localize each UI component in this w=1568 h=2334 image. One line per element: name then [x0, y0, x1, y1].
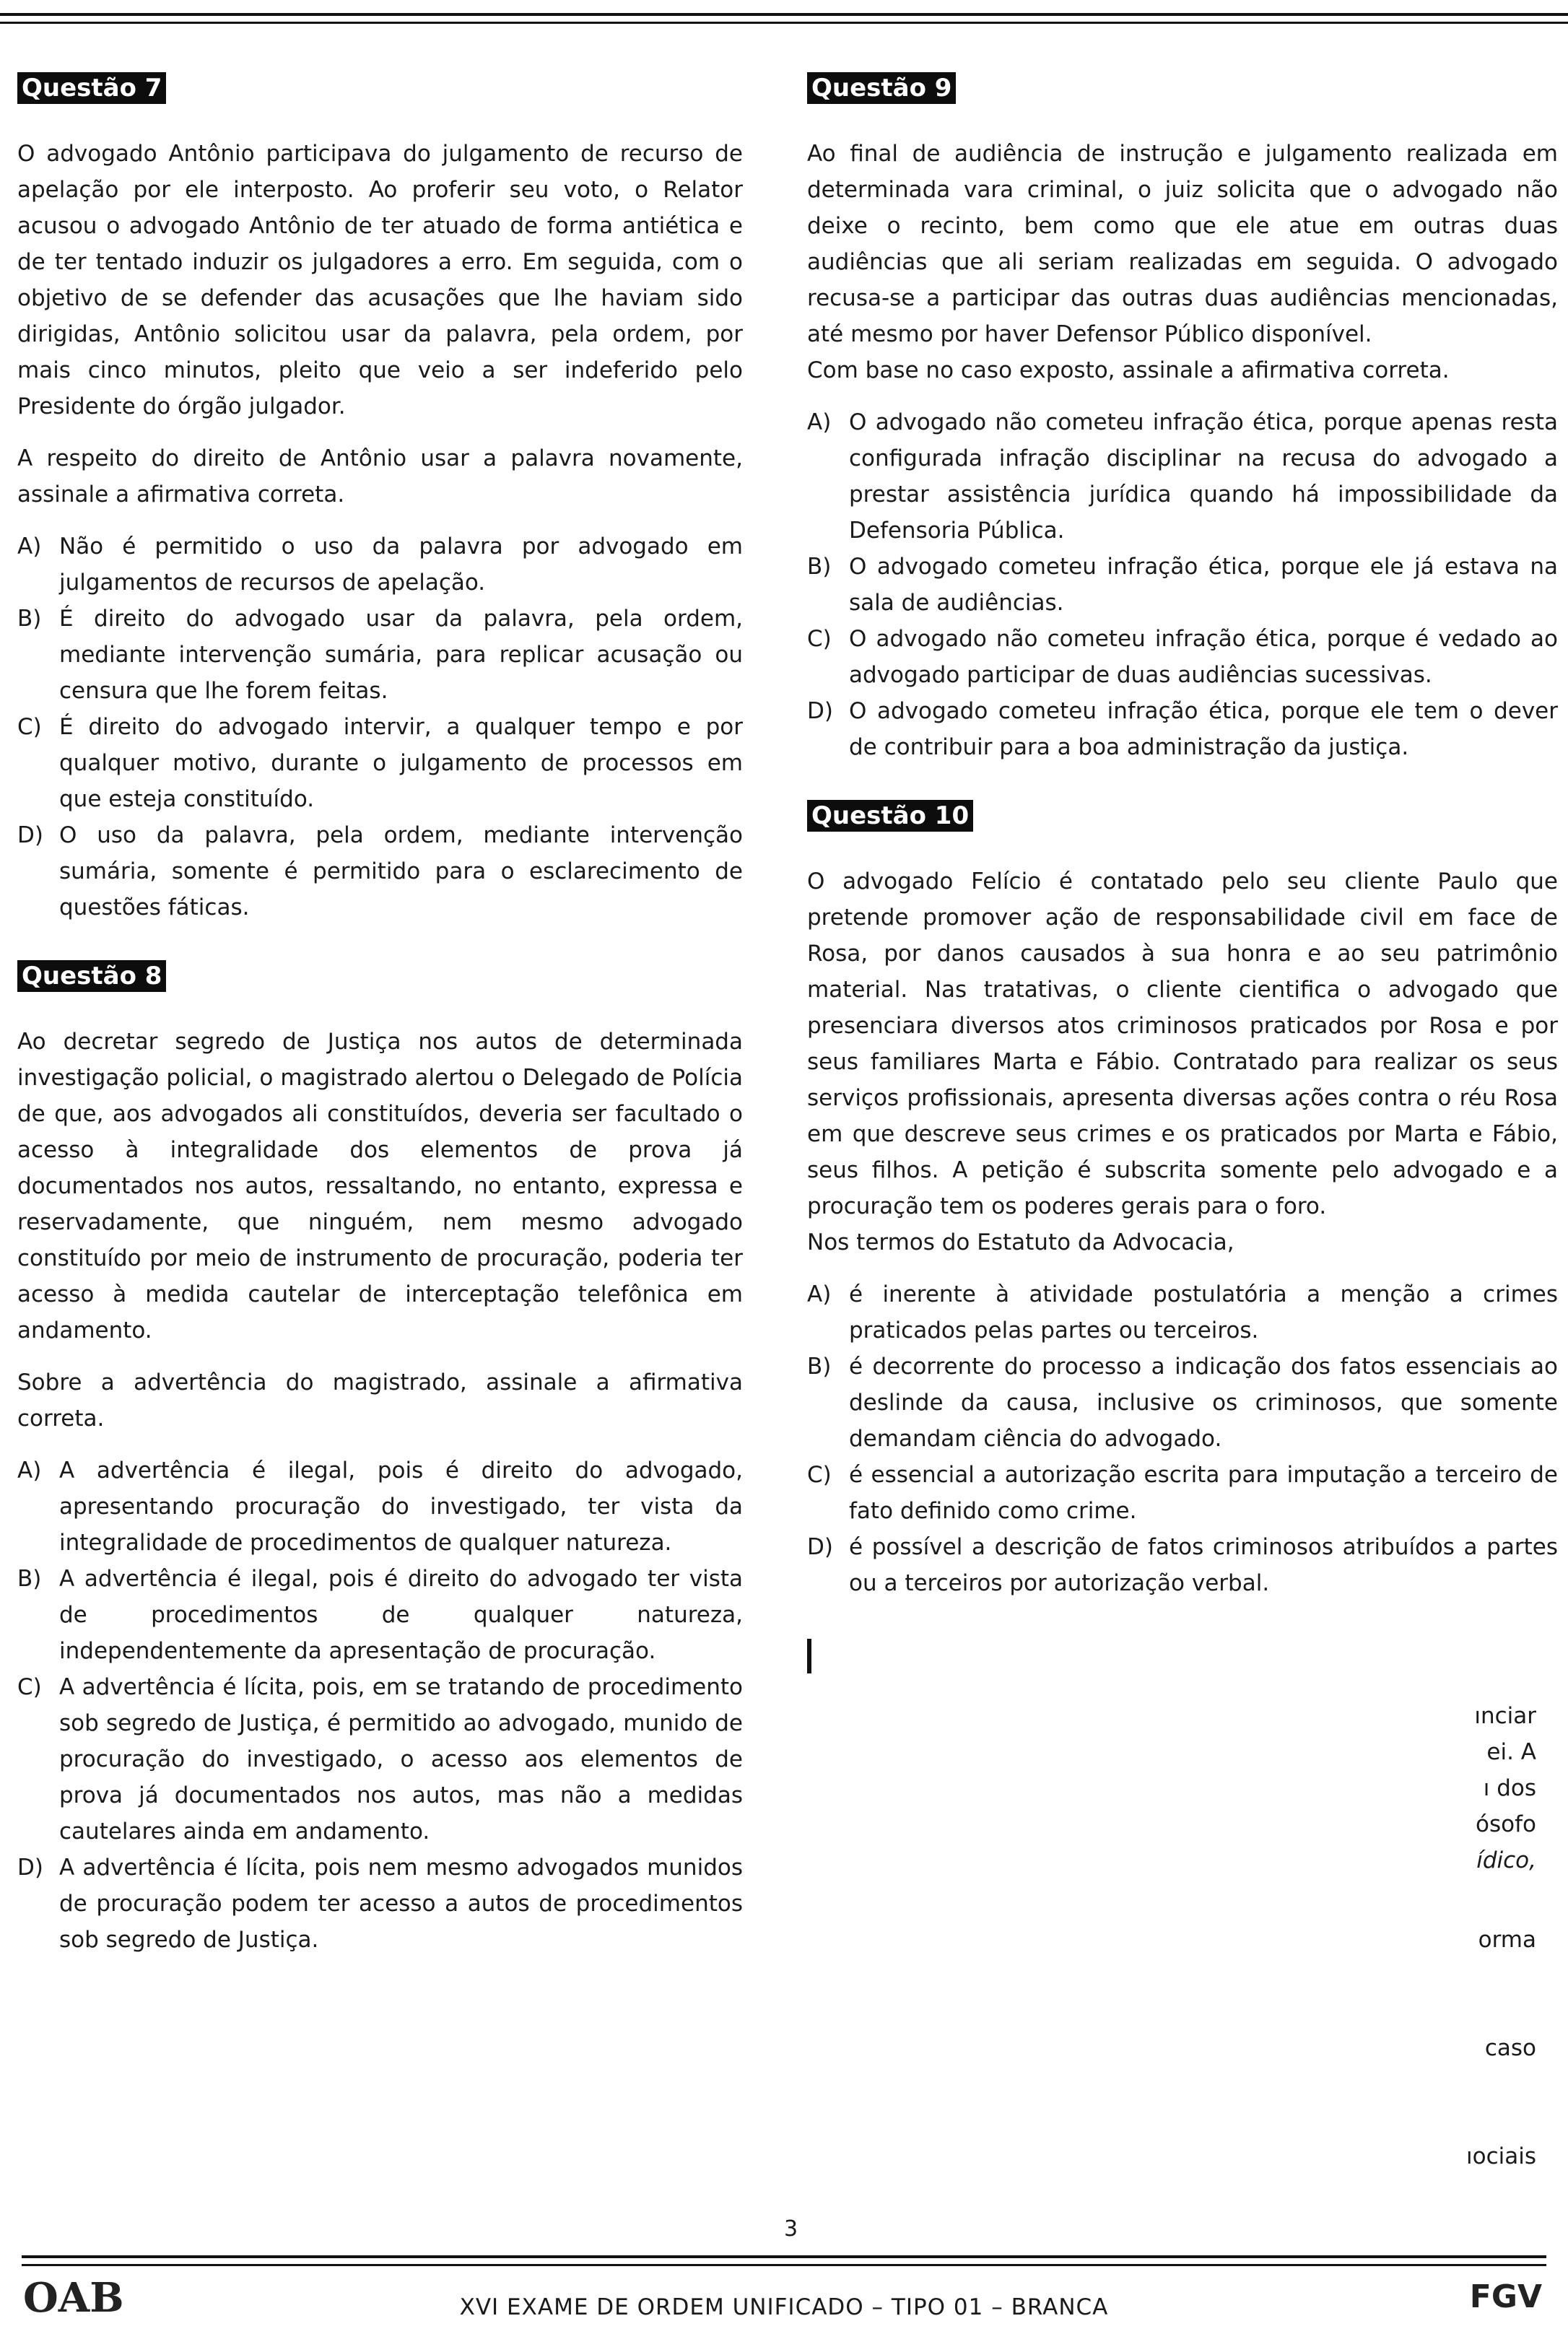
question-prompt: Sobre a advertência do magistrado, assinale a afirmativa correta.: [17, 1370, 743, 1432]
option-c: C) é essencial a autorização escrita para imputação a terceiro de fato definido como crime.: [807, 1462, 1558, 1524]
question-statement: O advogado Antônio participava do julgamento de recurso de apelação por ele interposto. Ao proferir seu voto, o Relator acusou o advogado Antônio de ter atuado de forma antiética e de ter tentado induzir os julgadores a erro. Em seguida, com o objetivo de se defender das acusações que lhe haviam sido dirigidas, Antônio solicitou usar da palavra, pela ordem, por mais cinco minutos, pleito que veio a ser indeferido pelo Presidente do órgão julgador.: [17, 141, 743, 419]
option-c: C) O advogado não cometeu infração ética, porque é vedado ao advogado participar de duas audiências sucessivas.: [807, 626, 1558, 688]
question-prompt: A respeito do direito de Antônio usar a palavra novamente, assinale a afirmativa correta.: [17, 445, 743, 508]
question-8: [17, 960, 743, 1958]
option-c: C) A advertência é lícita, pois, em se tratando de procedimento sob segredo de Justiça, é permitido ao advogado, munido de procuração do investigado, o acesso aos elementos de prova já documentados nos autos, mas não a medidas cautelares ainda em andamento.: [17, 1674, 743, 1845]
option-b: B) O advogado cometeu infração ética, porque ele já estava na sala de audiências.: [807, 554, 1558, 616]
options-list: [17, 1453, 743, 1958]
footer-rule: [22, 2255, 1546, 2258]
text-fragments: ınciar ei. A ı dos ósofo ídico, orma caso ıociais: [1466, 1703, 1536, 2169]
option-d: D) A advertência é lícita, pois nem mesmo advogados munidos de procuração podem ter acesso a autos de procedimentos sob segredo de Justiça.: [17, 1855, 743, 1953]
option-b: B) A advertência é ilegal, pois é direito do advogado ter vista de procedimentos de qualquer natureza, independentemente da apresentação de procuração.: [17, 1566, 743, 1664]
question-statement: Ao final de audiência de instrução e julgamento realizada em determinada vara criminal, o juiz solicita que o advogado não deixe o recinto, bem como que ele atue em outras duas audiências que ali seriam realizadas em seguida. O advogado recusa-se a participar das outras duas audiências mencionadas, até mesmo por haver Defensor Público disponível.: [807, 141, 1558, 347]
question-prompt: Com base no caso exposto, assinale a afirmativa correta.: [807, 357, 1450, 383]
question-9: [807, 72, 1558, 765]
option-c: C) É direito do advogado intervir, a qualquer tempo e por qualquer motivo, durante o julgamento de processos em que esteja constituído.: [17, 714, 743, 812]
fgv-logo: FGV: [1469, 2278, 1542, 2315]
question-title: Questão 8: [17, 960, 166, 992]
oab-logo: OAB: [23, 2274, 124, 2322]
option-d: D) O uso da palavra, pela ordem, mediante intervenção sumária, somente é permitido para o esclarecimento de questões fáticas.: [17, 822, 743, 920]
page-number: 3: [784, 2216, 798, 2242]
option-a: A) Não é permitido o uso da palavra por advogado em julgamentos de recursos de apelação.: [17, 534, 743, 596]
option-a: A) A advertência é ilegal, pois é direito do advogado, apresentando procuração do investigado, ter vista da integralidade de procedimentos de qualquer natureza.: [17, 1458, 743, 1556]
question-prompt: Nos termos do Estatuto da Advocacia,: [807, 1229, 1234, 1255]
footer-rule-thin: [22, 2264, 1546, 2266]
options-list: [807, 404, 1558, 765]
exam-title: XVI EXAME DE ORDEM UNIFICADO – TIPO 01 – BRANCA: [459, 2294, 1109, 2320]
top-rule: [0, 13, 1568, 16]
question-10: [807, 800, 1558, 1601]
right-column: [807, 72, 1558, 1636]
option-d: D) O advogado cometeu infração ética, porque ele tem o dever de contribuir para a boa administração da justiça.: [807, 698, 1558, 760]
question-title: Questão 9: [807, 72, 956, 104]
title-fragment: [807, 1639, 811, 1673]
option-d: D) é possível a descrição de fatos criminosos atribuídos a partes ou a terceiros por autorização verbal.: [807, 1534, 1558, 1596]
question-title: Questão 7: [17, 72, 166, 104]
option-b: B) É direito do advogado usar da palavra, pela ordem, mediante intervenção sumária, para replicar acusação ou censura que lhe forem feitas.: [17, 606, 743, 704]
top-rule-thin: [0, 22, 1568, 24]
options-list: [807, 1276, 1558, 1601]
option-a: A) O advogado não cometeu infração ética, porque apenas resta configurada infração disciplinar na recusa do advogado a prestar assistência jurídica quando há impossibilidade da Defensoria Pública.: [807, 409, 1558, 544]
question-7: [17, 72, 743, 926]
question-title: Questão 10: [807, 800, 973, 832]
option-a: A) é inerente à atividade postulatória a menção a crimes praticados pelas partes ou terceiros.: [807, 1281, 1558, 1344]
question-statement: Ao decretar segredo de Justiça nos autos de determinada investigação policial, o magistrado alertou o Delegado de Polícia de que, aos advogados ali constituídos, deveria ser facultado o acesso à integralidade dos elementos de prova já documentados nos autos, ressaltando, no entanto, expressa e reservadamente, que ninguém, nem mesmo advogado constituído por meio de instrumento de procuração, poderia ter acesso à medida cautelar de interceptação telefônica em andamento.: [17, 1029, 743, 1344]
options-list: [17, 528, 743, 926]
question-statement: O advogado Felício é contatado pelo seu cliente Paulo que pretende promover ação de responsabilidade civil em face de Rosa, por danos causados à sua honra e ao seu patrimônio material. Nas tratativas, o cliente cientifica o advogado que presenciara diversos atos criminosos praticados por Rosa e por seus familiares Marta e Fábio. Contratado para realizar os seus serviços profissionais, apresenta diversas ações contra o réu Rosa em que descreve seus crimes e os praticados por Marta e Fábio, seus filhos. A petição é subscrita somente pelo advogado e a procuração tem os poderes gerais para o foro.: [807, 868, 1558, 1219]
option-b: B) é decorrente do processo a indicação dos fatos essenciais ao deslinde da causa, inclusive os criminosos, que somente demandam ciência do advogado.: [807, 1354, 1558, 1452]
cover-sheet: [807, 1639, 1536, 2195]
left-column: [17, 72, 743, 1993]
